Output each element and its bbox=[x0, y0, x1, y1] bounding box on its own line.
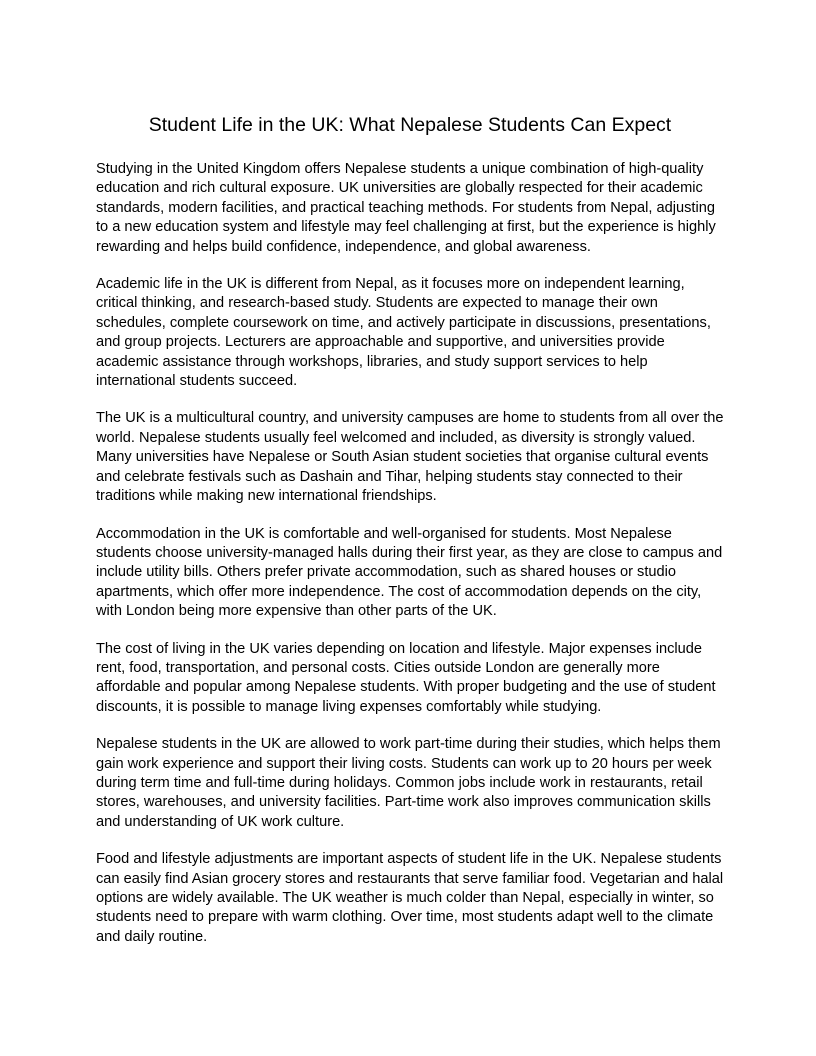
paragraph-cost-of-living: The cost of living in the UK varies depending on location and lifestyle. Major expenses include rent, food, transportation, and personal costs. Cities outside London are generally more affordable and popular among Nepalese students. With proper budgeting and the use of student discounts, it is possible to manage living expenses comfortably while studying. bbox=[96, 640, 716, 715]
paragraph-part-time-work: Nepalese students in the UK are allowed to work part-time during their studies, which helps them gain work experience and support their living costs. Students can work up to 20 hours per week during term time and full-time during holidays. Common jobs include work in restaurants, retail stores, warehouses, and university facilities. Part-time work also improves communication skills and understanding of UK work culture. bbox=[96, 736, 721, 830]
paragraph-food-lifestyle: Food and lifestyle adjustments are important aspects of student life in the UK. Nepalese students can easily find Asian grocery stores and restaurants that serve familiar food. Vegetarian and halal options are widely available. The UK weather is much colder than Nepal, especially in winter, so students need to prepare with warm clothing. Over time, most students adapt well to the climate and daily routine. bbox=[96, 851, 724, 945]
paragraph-academic-life: Academic life in the UK is different from Nepal, as it focuses more on independent learning, critical thinking, and research-based study. Students are expected to manage their own schedules, complete coursework on time, and actively participate in discussions, presentations, and group projects. Lecturers are approachable and supportive, and universities provide academic assistance through workshops, libraries, and study support services to help international students succeed. bbox=[96, 276, 711, 390]
paragraph-accommodation: Accommodation in the UK is comfortable and well-organised for students. Most Nepalese students choose university-managed halls during their first year, as they are close to campus and include utility bills. Others prefer private accommodation, such as shared houses or studio apartments, which offer more independence. The cost of accommodation depends on the city, with London being more expensive than other parts of the UK. bbox=[96, 525, 723, 620]
document-page bbox=[96, 112, 724, 965]
paragraph-multicultural: The UK is a multicultural country, and university campuses are home to students from all over the world. Nepalese students usually feel welcomed and included, as diversity is strongly valued. Many universities have Nepalese or South Asian student societies that organise cultural events and celebrate festivals such as Dashain and Tihar, helping students stay connected to their traditions while making new international friendships. bbox=[96, 410, 724, 505]
document-title: Student Life in the UK: What Nepalese Students Can Expect bbox=[148, 114, 672, 136]
paragraph-introduction: Studying in the United Kingdom offers Nepalese students a unique combination of high-quality education and rich cultural exposure. UK universities are globally respected for their academic standards, modern facilities, and practical teaching methods. For students from Nepal, adjusting to a new education system and lifestyle may feel challenging at first, but the experience is highly rewarding and helps build confidence, independence, and global awareness. bbox=[96, 161, 716, 255]
